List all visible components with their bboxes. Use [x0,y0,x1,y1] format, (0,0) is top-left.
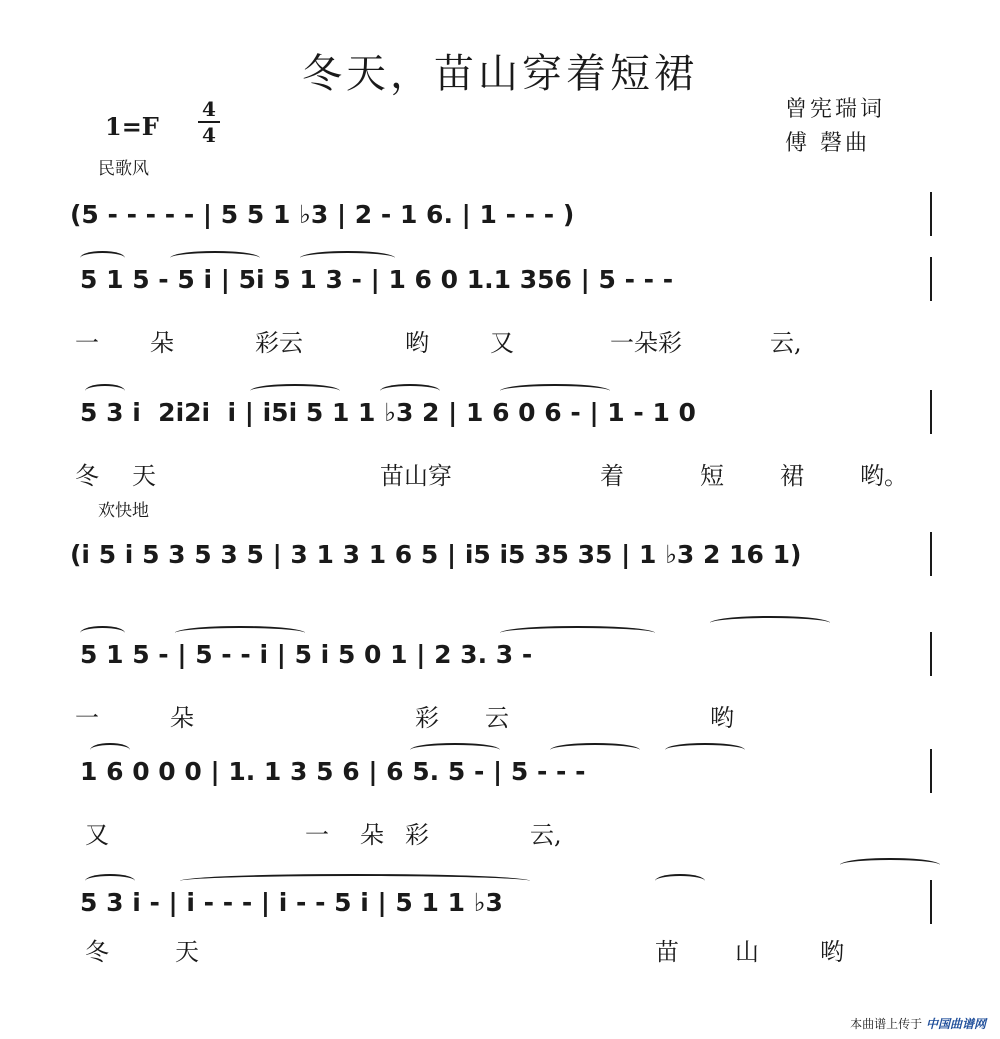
lyric-word: 天 [175,938,199,966]
staff-row-3 [70,398,940,508]
lyric-word: 一朵彩 [610,329,682,357]
page-title: 冬天，苗山穿着短裙 [302,51,698,97]
lyric-word: 天 [132,462,156,490]
lyric-word: 一 [75,704,99,732]
lyric-word: 又 [490,329,514,357]
row-2-lyrics [70,323,970,357]
time-top: 4 [202,97,216,121]
staff-row-6 [70,757,940,867]
row-3-lyrics [70,456,970,490]
barline [930,632,932,676]
slur [655,874,705,888]
slur [80,626,125,640]
tempo-marking-1: 民歌风 [98,159,149,179]
slur [85,874,135,888]
slur [550,743,640,757]
row-4-notes: (i 5 i 5 3 5 3 5 | 3 1 3 1 6 5 | i5 i5 35 35 | 1 ♭3 2 16 1) [70,540,802,569]
lyric-word: 着 [600,462,624,490]
lyric-word: 又 [85,821,109,849]
lyric-word: 冬 [75,462,99,490]
slur [300,251,395,265]
composer-credit: 傅 磬曲 [785,131,870,156]
barline [930,749,932,793]
slur [90,743,130,757]
lyric-word: 苗 [655,938,679,966]
slur [180,874,530,888]
lyric-word: 裙 [780,462,804,490]
footer-text: 本曲谱上传于 [850,1017,923,1031]
lyric-word: 朵 [170,704,194,732]
lyric-word: 哟 [820,938,844,966]
key-signature: 1=F [105,112,159,141]
lyric-word: 云 [485,704,509,732]
tempo-marking-2: 欢快地 [98,501,149,521]
barline [930,390,932,434]
row-6-lyrics [70,815,970,849]
staff-row-2 [70,265,940,375]
slur [710,616,830,630]
lyric-word: 山 [735,938,759,966]
barline [930,257,932,301]
lyric-word: 彩 [415,704,439,732]
lyric-word: 苗山穿 [380,462,452,490]
slur [250,384,340,398]
slur [175,626,305,640]
lyric-word: 朵 [150,329,174,357]
lyric-word: 朵 [360,821,384,849]
lyric-word: 哟 [405,329,429,357]
slur [80,251,125,265]
lyric-word: 一 [305,821,329,849]
slur [380,384,440,398]
slur [500,384,610,398]
lyric-word: 哟 [710,704,734,732]
slur [410,743,500,757]
row-7-notes: 5 3 i - | i - - - | i - - 5 i | 5 1 1 ♭3 [80,888,503,917]
lyric-word: 哟。 [860,462,908,490]
row-5-notes: 5 1 5 - | 5 - - i | 5 i 5 0 1 | 2 3. 3 - [80,640,533,669]
source-footer [850,1015,986,1032]
slur [170,251,260,265]
site-logo-text[interactable]: 中国曲谱网 [925,1017,986,1031]
slur [85,384,125,398]
staff-row-7 [70,888,940,998]
lyric-word: 短 [700,462,724,490]
row-5-lyrics [70,698,970,732]
barline [930,880,932,924]
row-7-lyrics [70,932,970,966]
end-barline [930,532,932,576]
lyric-word: 冬 [85,938,109,966]
row-6-notes: 1 6 0 0 0 | 1. 1 3 5 6 | 6 5. 5 - | 5 - - - [80,757,586,786]
lyric-word: 彩 [405,821,429,849]
row-1-notes: (5 - - - - - | 5 5 1 ♭3 | 2 - 1 6. | 1 - - - ) [70,200,575,229]
time-bottom: 4 [202,123,216,147]
lyric-word: 云, [770,329,802,357]
lyric-word: 一 [75,329,99,357]
slur [665,743,745,757]
row-2-notes: 5 1 5 - 5 i | 5i 5 1 3 - | 1 6 0 1.1 356 | 5 - - - [80,265,674,294]
slur [840,858,940,872]
row-3-notes: 5 3 i 2i2i i | i5i 5 1 1 ♭3 2 | 1 6 0 6 - | 1 - 1 0 [80,398,696,427]
slur [500,626,655,640]
lyric-word: 彩云 [255,329,303,357]
lyric-word: 云, [530,821,562,849]
time-signature [198,98,220,146]
staff-row-5 [70,640,940,750]
lyricist-credit: 曾宪瑞词 [785,97,886,122]
end-barline [930,192,932,236]
